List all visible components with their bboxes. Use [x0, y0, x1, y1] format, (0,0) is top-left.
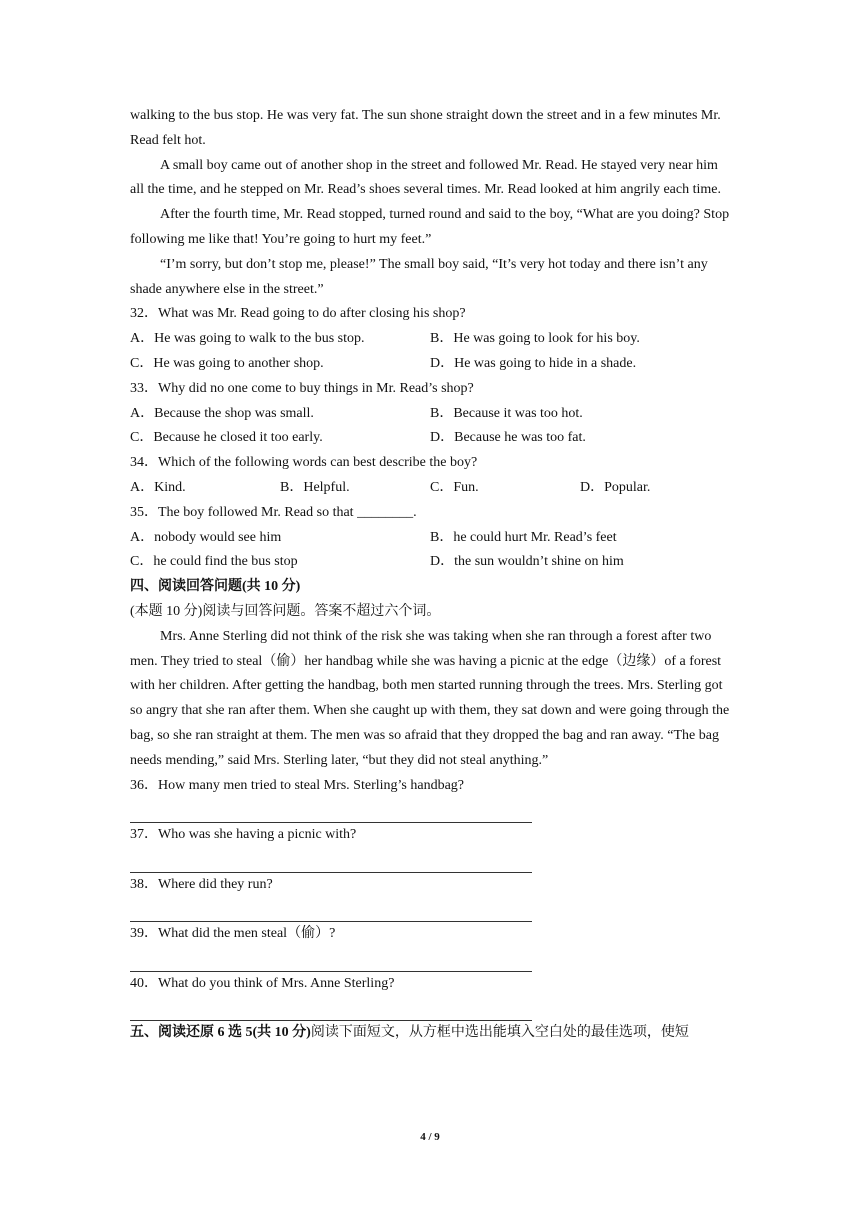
question-stem: 38．Where did they run? [130, 876, 273, 892]
passage-paragraph: Mrs. Anne Sterling did not think of the risk she was taking when she ran through a forest after two men. They tried to steal（偷）her handbag while she was having a picnic at the edge（边缘）of a forest with her children. After getting the handbag, both men started running through the trees. Mrs. Sterling got so angry that she ran after them. When she caught up with them, they sat down and were going through the bag, so she ran straight at them. The men was so afraid that they dropped the bag and ran away. “The bag needs mending,” said Mrs. Sterling later, “but they did not steal anything.” [130, 628, 730, 768]
option-row [130, 352, 730, 377]
question-stem: 35．The boy followed Mr. Read so that ________. [130, 504, 417, 520]
option: B．he could hurt Mr. Read’s feet [430, 529, 617, 545]
option-row [130, 327, 730, 352]
passage-paragraph: walking to the bus stop. He was very fat. The sun shone straight down the street and in a few minutes Mr. Read felt hot. [130, 108, 721, 148]
page-content [130, 104, 730, 1046]
section-heading-rest: 阅读下面短文，从方框中选出能填入空白处的最佳选项，使短 [310, 1025, 689, 1041]
option: A．He was going to walk to the bus stop. [130, 331, 365, 347]
option: A．Because the shop was small. [130, 405, 314, 421]
question-stem: 40．What do you think of Mrs. Anne Sterling? [130, 975, 395, 991]
section-instruction: (本题 10 分)阅读与回答问题。答案不超过六个词。 [130, 603, 441, 619]
passage-paragraph: A small boy came out of another shop in the street and followed Mr. Read. He stayed very near him all the time, and he stepped on Mr. Read’s shoes several times. Mr. Read looked at him angrily each time. [130, 157, 721, 198]
section-heading: 四、阅读回答问题(共 10 分) [130, 579, 301, 595]
option: D．Because he was too fat. [430, 430, 586, 446]
option-row [130, 402, 730, 427]
option: B．Helpful. [280, 479, 350, 495]
option: B．He was going to look for his boy. [430, 331, 640, 347]
section-heading [130, 1021, 730, 1046]
option-row [130, 426, 730, 451]
option: A．nobody would see him [130, 529, 282, 545]
question-stem: 36．How many men tried to steal Mrs. Sterling’s handbag? [130, 777, 464, 793]
section-heading-bold: 五、阅读还原 6 选 5(共 10 分) [130, 1025, 311, 1041]
answer-line[interactable] [130, 947, 532, 972]
question-stem: 33．Why did no one come to buy things in Mr. Read’s shop? [130, 380, 474, 396]
answer-line[interactable] [130, 997, 532, 1022]
passage-paragraph: “I’m sorry, but don’t stop me, please!” The small boy said, “It’s very hot today and there isn’t any shade anywhere else in the street.” [130, 256, 708, 297]
question-stem: 39．What did the men steal（偷）? [130, 926, 336, 942]
passage-paragraph: After the fourth time, Mr. Read stopped, turned round and said to the boy, “What are you doing? Stop following me like that! You’re going to hurt my feet.” [130, 207, 730, 247]
option: B．Because it was too hot. [430, 405, 583, 421]
option-row [130, 526, 730, 551]
option: D．He was going to hide in a shade. [430, 355, 637, 371]
option: D．the sun wouldn’t shine on him [430, 554, 624, 570]
option: C．Fun. [430, 479, 479, 495]
option: C．He was going to another shop. [130, 355, 324, 371]
option: C．Because he closed it too early. [130, 430, 323, 446]
option: A．Kind. [130, 479, 186, 495]
answer-line[interactable] [130, 848, 532, 873]
answer-line[interactable] [130, 798, 532, 823]
option-row [130, 550, 730, 575]
question-stem: 32．What was Mr. Read going to do after closing his shop? [130, 306, 466, 322]
option-row [130, 476, 730, 501]
question-stem: 34．Which of the following words can best describe the boy? [130, 455, 478, 471]
page-number: 4 / 9 [420, 1131, 440, 1143]
option: D．Popular. [580, 479, 651, 495]
option: C．he could find the bus stop [130, 554, 298, 570]
answer-line[interactable] [130, 898, 532, 923]
question-stem: 37．Who was she having a picnic with? [130, 827, 357, 843]
